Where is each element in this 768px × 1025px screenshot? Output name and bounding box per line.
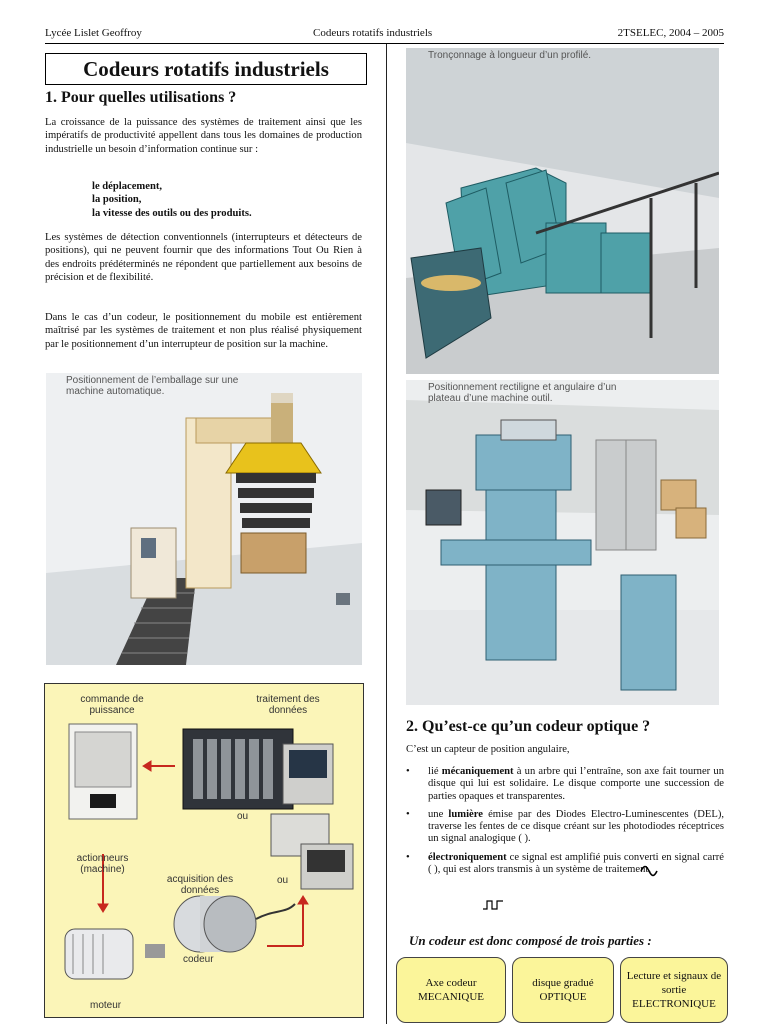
part-optical-line1: disque gradué — [532, 977, 594, 989]
label-or-2: ou — [277, 875, 289, 886]
principle-mechanical-text: à un arbre qui l’entraîne, son axe fait tourner un disque qui lui est solidaire. Le disque comporte une succession de parties opaques et transparentes. — [428, 766, 724, 802]
caption-cutting: Tronçonnage à longueur d’un profilé. — [428, 50, 592, 61]
summary-line: Un codeur est donc composé de trois parties : — [409, 933, 652, 948]
page-title: Codeurs rotatifs industriels — [45, 53, 367, 85]
square-signal-icon — [482, 899, 504, 911]
label-power-control: commande de puissance — [80, 694, 144, 716]
part-electronic — [620, 957, 728, 1023]
principle-light — [406, 809, 724, 846]
part-electronic-line1: Lecture et signaux de sortie — [626, 970, 722, 996]
principle-mechanical-pre: lié — [428, 766, 442, 777]
principle-electronic-keyword: électroniquement — [428, 851, 507, 863]
header-school: Lycée Lislet Geoffroy — [45, 27, 142, 39]
header-rule — [45, 43, 724, 44]
page-header — [45, 27, 724, 43]
principle-light-pre: une — [428, 808, 449, 820]
machine-tool-illustration — [406, 380, 719, 705]
part-optical-line2: OPTIQUE — [539, 991, 587, 1003]
part-mechanical-line1: Axe codeur — [425, 977, 477, 989]
principle-electronic — [406, 852, 724, 877]
label-data-processing: traitement des données — [256, 694, 320, 716]
principle-mechanical-keyword: mécaniquement — [441, 766, 514, 777]
part-electronic-line2: ELECTRONIQUE — [632, 998, 716, 1010]
needs-list — [92, 180, 352, 220]
label-or-1: ou — [237, 811, 249, 822]
packaging-machine-illustration — [46, 373, 362, 665]
principle-mechanical — [406, 766, 724, 803]
part-mechanical — [396, 957, 506, 1023]
label-motor: moteur — [90, 1000, 122, 1011]
label-encoder: codeur — [183, 954, 214, 965]
need-item: la vitesse des outils ou des produits. — [92, 207, 252, 219]
encoder-parts — [396, 957, 728, 1025]
part-optical — [512, 957, 614, 1023]
need-item: la position, — [92, 194, 142, 206]
part-mechanical-line2: MECANIQUE — [418, 991, 484, 1003]
encoder-system-diagram — [44, 683, 364, 1018]
header-class-year: 2TSELEC, 2004 – 2005 — [617, 27, 724, 39]
column-divider — [386, 44, 387, 1024]
principle-electronic-text: ce signal est amplifié puis converti en signal carré ( ), qui est alors transmis à un système de traitement. — [428, 851, 724, 876]
analog-signal-icon — [640, 864, 658, 878]
section1-paragraph-3: Dans le cas d’un codeur, le positionnement du mobile est entièrement maîtrisé par les systèmes de traitement et non plus réalisé physiquement par le positionnement d’un interrupteur de position sur la machine. — [45, 312, 362, 350]
label-acquisition: acquisition des données — [166, 874, 234, 896]
encoder-principles-list — [406, 766, 724, 882]
header-subject: Codeurs rotatifs industriels — [313, 27, 433, 39]
profile-cutting-illustration — [406, 48, 719, 374]
caption-packaging: Positionnement de l’emballage sur une machine automatique. — [66, 375, 239, 397]
principle-light-text: émise par des Diodes Electro-Luminescentes (DEL), traverse les fentes de ce disque créant sur les photodiodes réceptrices un signal analogique ( ). — [428, 808, 724, 845]
principle-light-keyword: lumière — [448, 808, 483, 820]
section1-paragraph-1: La croissance de la puissance des systèmes de traitement ainsi que les impératifs de productivité appellent dans tous les domaines de production industrielle un besoin d’information continue sur : — [45, 117, 362, 155]
section1-paragraph-2: Les systèmes de détection conventionnels (interrupteurs et détecteurs de positions), qui ne peuvent fournir que des informations Tout Ou Rien à des endroits prédéterminés ne répondent que partiellement aux besoins de précision et de flexibilité. — [45, 232, 362, 284]
section2-heading: 2. Qu’est-ce qu’un codeur optique ? — [406, 718, 651, 735]
section2-intro: C’est un capteur de position angulaire, — [406, 744, 570, 755]
label-actuators: actionneurs (machine) — [76, 853, 129, 875]
need-item: le déplacement, — [92, 181, 163, 192]
section1-heading: 1. Pour quelles utilisations ? — [45, 89, 237, 106]
caption-machine-tool: Positionnement rectiligne et angulaire d’un plateau d’une machine outil. — [428, 382, 617, 404]
